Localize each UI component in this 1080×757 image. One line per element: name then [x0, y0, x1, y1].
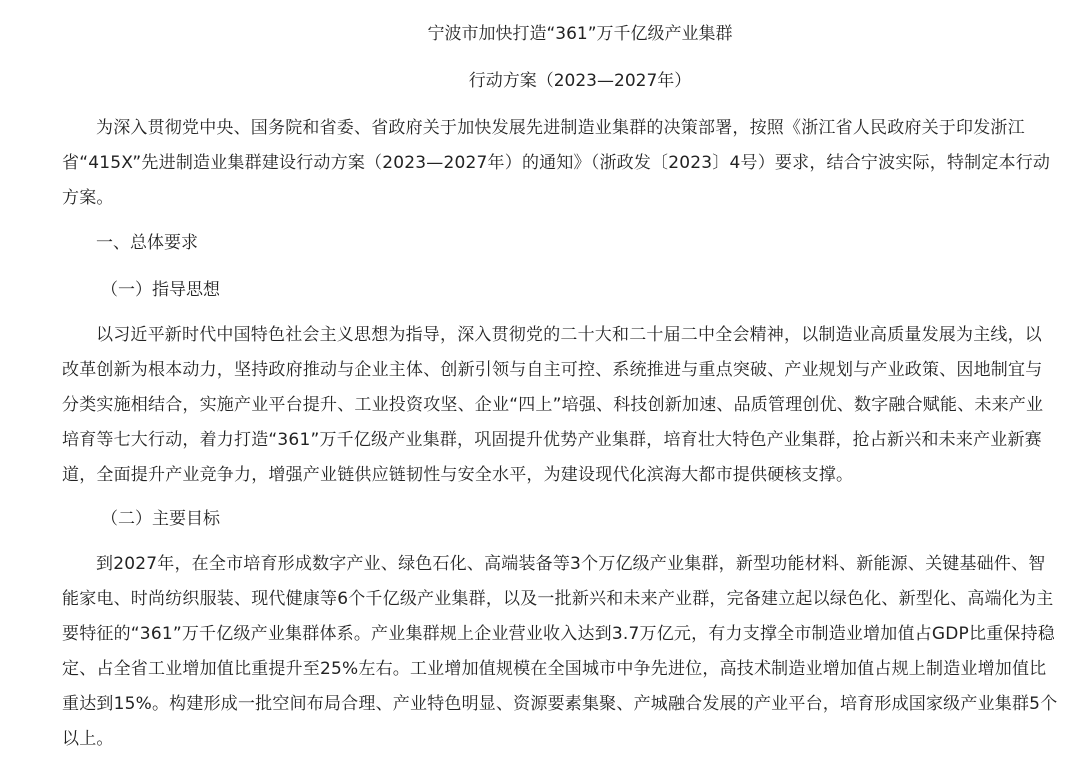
main-goals-paragraph: 到2027年，在全市培育形成数字产业、绿色石化、高端装备等3个万亿级产业集群，新型功能材料、新能源、关键基础件、智能家电、时尚纺织服装、现代健康等6个千亿级产业集群，以及一批新兴和未来产业群，完备建立起以绿色化、新型化、高端化为主要特征的“361”万千亿级产业集群体系。产业集群规上企业营业收入达到3.7万亿元，有力支撑全市制造业增加值占GDP比重保持稳定、占全省工业增加值比重提升至25%左右。工业增加值规模在全国城市中争先进位，高技术制造业增加值占规上制造业增加值比重达到15%。构建形成一批空间布局合理、产业特色明显、资源要素集聚、产城融合发展的产业平台，培育形成国家级产业集群5个以上。 [62, 554, 1058, 749]
subsection-heading-main-goals: （二）主要目标 [101, 509, 220, 529]
intro-paragraph: 为深入贯彻党中央、国务院和省委、省政府关于加快发展先进制造业集群的决策部署，按照《浙江省人民政府关于印发浙江省“415X”先进制造业集群建设行动方案（2023—2027年）的通知》（浙政发〔2023〕4号）要求，结合宁波实际，特制定本行动方案。 [62, 118, 1051, 208]
document-title: 宁波市加快打造“361”万千亿级产业集群 [427, 24, 733, 44]
guiding-ideology-paragraph: 以习近平新时代中国特色社会主义思想为指导，深入贯彻党的二十大和二十届二中全会精神，以制造业高质量发展为主线，以改革创新为根本动力，坚持政府推动与企业主体、创新引领与自主可控、系统推进与重点突破、产业规划与产业政策、因地制宜与分类实施相结合，实施产业平台提升、工业投资攻坚、企业“四上”培强、科技创新加速、品质管理创优、数字融合赋能、未来产业培育等七大行动，着力打造“361”万千亿级产业集群，巩固提升优势产业集群，培育壮大特色产业集群，抢占新兴和未来产业新赛道，全面提升产业竞争力，增强产业链供应链韧性与安全水平，为建设现代化滨海大都市提供硬核支撑。 [62, 325, 1044, 485]
section-heading-general-requirements: 一、总体要求 [96, 233, 198, 253]
subsection-heading-guiding-ideology: （一）指导思想 [101, 280, 220, 300]
document-subtitle: 行动方案（2023—2027年） [468, 71, 692, 91]
